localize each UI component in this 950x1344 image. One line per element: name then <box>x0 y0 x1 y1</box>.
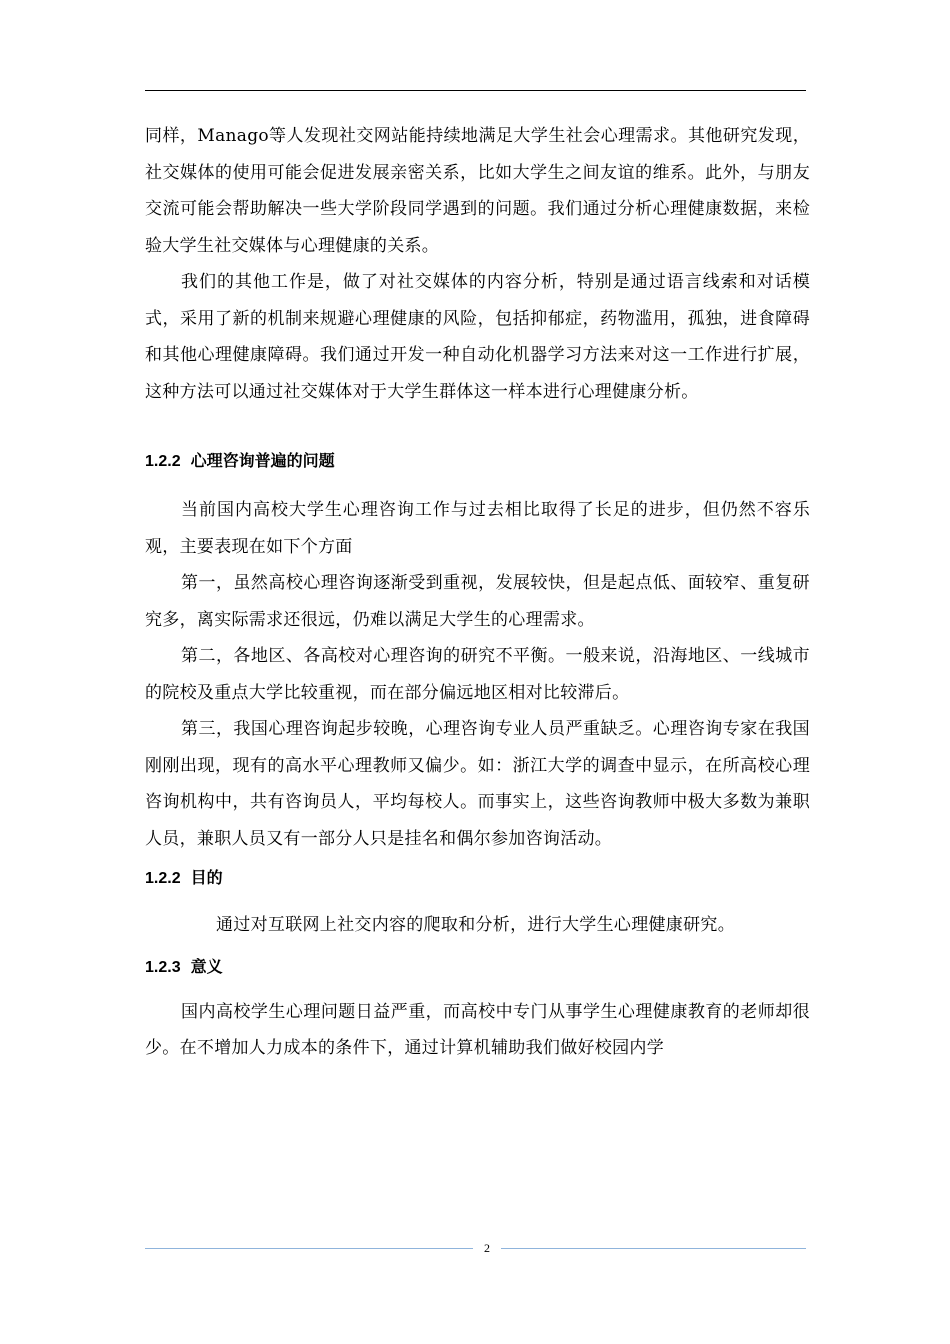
footer-rule-left <box>145 1248 473 1249</box>
footer-rule-right <box>501 1248 806 1249</box>
spacer <box>145 410 810 448</box>
paragraph-point-second: 第二，各地区、各高校对心理咨询的研究不平衡。一般来说，沿海地区、一线城市的院校及重点大学比较重视，而在部分偏远地区相对比较滞后。 <box>145 646 810 703</box>
spacer <box>145 944 810 954</box>
paragraph-other-work: 我们的其他工作是，做了对社交媒体的内容分析，特别是通过语言线索和对话模式，采用了新的机制来规避心理健康的风险，包括抑郁症，药物滥用，孤独，进食障碍和其他心理健康障碍。我们通过开发一种自动化机器学习方法来对这一工作进行扩展，这种方法可以通过社交媒体对于大学生群体这一样本进行心理健康分析。 <box>145 272 810 402</box>
section-heading-significance <box>145 954 810 982</box>
spacer <box>145 476 810 492</box>
section-title: 目的 <box>190 870 223 887</box>
paragraph-social-sites: 同样，Manago等人发现社交网站能持续地满足大学生社会心理需求。其他研究发现，社交媒体的使用可能会促进发展亲密关系，比如大学生之间友谊的维系。此外，与朋友交流可能会帮助解决一些大学阶段同学遇到的问题。我们通过分析心理健康数据，来检验大学生社交媒体与心理健康的关系。 <box>145 126 810 256</box>
section-number: 1.2.3 <box>145 958 181 976</box>
spacer <box>145 857 810 865</box>
section-number: 1.2.2 <box>145 453 181 470</box>
section-title: 心理咨询普遍的问题 <box>190 453 335 470</box>
document-body <box>145 118 810 1067</box>
paragraph-point-third: 第三，我国心理咨询起步较晚，心理咨询专业人员严重缺乏。心理咨询专家在我国刚刚出现，现有的高水平心理教师又偏少。如：浙江大学的调查中显示，在所高校心理咨询机构中，共有咨询员人，平均每校人。而事实上，这些咨询教师中极大多数为兼职人员，兼职人员又有一部分人只是挂名和偶尔参加咨询活动。 <box>145 719 810 849</box>
paragraph-point-first: 第一，虽然高校心理咨询逐渐受到重视，发展较快，但是起点低、面较窄、重复研究多，离实际需求还很远，仍难以满足大学生的心理需求。 <box>145 573 810 630</box>
section-title: 意义 <box>190 958 223 976</box>
header-rule <box>145 90 806 91</box>
spacer <box>145 893 810 907</box>
spacer <box>145 982 810 994</box>
section-number: 1.2.2 <box>145 870 181 887</box>
page-number: 2 <box>484 1241 490 1255</box>
section-heading-purpose <box>145 865 810 893</box>
page-footer <box>145 1237 806 1259</box>
paragraph-significance: 国内高校学生心理问题日益严重，而高校中专门从事学生心理健康教育的老师却很少。在不增加人力成本的条件下，通过计算机辅助我们做好校园内学 <box>145 1001 810 1058</box>
paragraph-purpose: 通过对互联网上社交内容的爬取和分析，进行大学生心理健康研究。 <box>216 915 735 935</box>
section-heading-problems <box>145 448 810 476</box>
paragraph-problems-intro: 当前国内高校大学生心理咨询工作与过去相比取得了长足的进步，但仍然不容乐观，主要表现在如下个方面 <box>145 500 810 557</box>
